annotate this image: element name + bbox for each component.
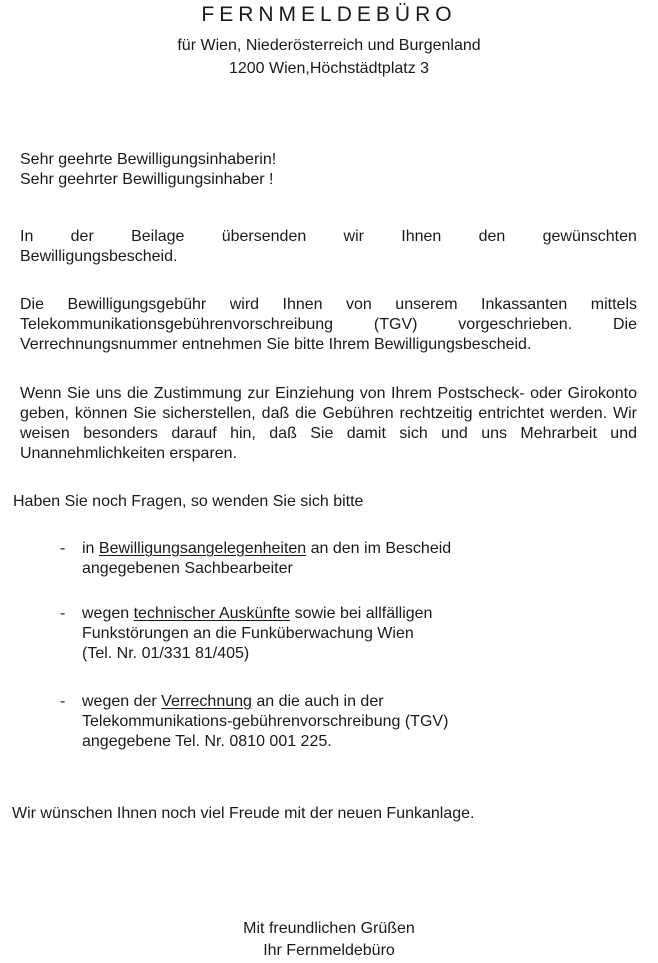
word: Ihnen [401, 228, 442, 245]
contact-topic: Bewilligungsangelegenheiten [98, 540, 307, 557]
contact-rest: an den im Bescheid [306, 540, 452, 557]
signature-sender: Ihr Fernmeldebüro [263, 942, 395, 959]
letterhead-region: für Wien, Niederösterreich und Burgenland [177, 37, 481, 54]
contact-rest: sowie bei allfälligen [290, 605, 433, 622]
paragraph-enclosure-line-2: Bewilligungsbescheid. [20, 248, 178, 265]
word: Beilage [131, 228, 185, 245]
contact-rest: an die auch in der [251, 693, 384, 710]
contact-item-line-3: (Tel. Nr. 01/331 81/405) [82, 645, 250, 662]
contact-prefix: wegen der [82, 693, 162, 710]
paragraph-direct-debit: Wenn Sie uns die Zustimmung zur Einziehung von Ihrem Postscheck- oder Girokonto geben, können Sie sicherstellen, daß die Gebühren rechtzeitig entrichtet werden. Wir weisen besonders darauf hin, daß Sie damit sich und uns Mehrarbeit und Unannehmlichkeiten ersparen. [20, 385, 637, 462]
letterhead-address: 1200 Wien,Höchstädtplatz 3 [228, 60, 430, 77]
signature-greeting: Mit freundlichen Grüßen [243, 920, 415, 937]
list-dash: - [60, 540, 66, 557]
salutation-line-1: Sehr geehrte Bewilligungsinhaberin! [20, 151, 277, 168]
paragraph-enclosure-line-1 [20, 227, 637, 247]
contact-item-line-1 [82, 539, 582, 559]
paragraph-questions: Haben Sie noch Fragen, so wenden Sie sich bitte [13, 493, 364, 510]
contact-topic: technischer Auskünfte [133, 605, 291, 622]
paragraph-enclosure [20, 227, 637, 267]
contact-item-text [82, 692, 582, 752]
contact-item-line-1 [82, 692, 582, 712]
contact-item-text [82, 539, 582, 579]
paragraph-fee: Die Bewilligungsgebühr wird Ihnen von unserem Inkassanten mittels Telekommunikationsgebührenvorschreibung (TGV) vorgeschrieben. Die Verrechnungsnummer entnehmen Sie bitte Ihrem Bewilligungsbescheid. [20, 296, 637, 353]
contact-item-line-2: angegebenen Sachbearbeiter [82, 560, 293, 577]
salutation [20, 150, 620, 190]
word: wir [343, 228, 364, 245]
contact-item-line-3: angegebene Tel. Nr. 0810 001 225. [82, 733, 332, 750]
word: gewünschten [542, 228, 637, 245]
word: der [70, 228, 94, 245]
contact-topic: Verrechnung [161, 693, 252, 710]
contact-prefix: wegen [82, 605, 134, 622]
contact-item-line-1 [82, 604, 582, 624]
contact-item-line-2: Telekommunikations-gebührenvorschreibung (TGV) [82, 713, 449, 730]
letterhead-title: FERNMELDEBÜRO [201, 3, 457, 26]
contact-item-line-2: Funkstörungen an die Funküberwachung Wien [82, 625, 414, 642]
contact-item-text [82, 604, 582, 664]
word: In [20, 228, 34, 245]
word: den [478, 228, 506, 245]
list-dash: - [60, 605, 66, 622]
contact-prefix: in [82, 540, 99, 557]
closing-line: Wir wünschen Ihnen noch viel Freude mit der neuen Funkanlage. [12, 805, 475, 822]
word: übersenden [221, 228, 307, 245]
salutation-line-2: Sehr geehrter Bewilligungsinhaber ! [20, 171, 274, 188]
list-dash: - [60, 693, 66, 710]
